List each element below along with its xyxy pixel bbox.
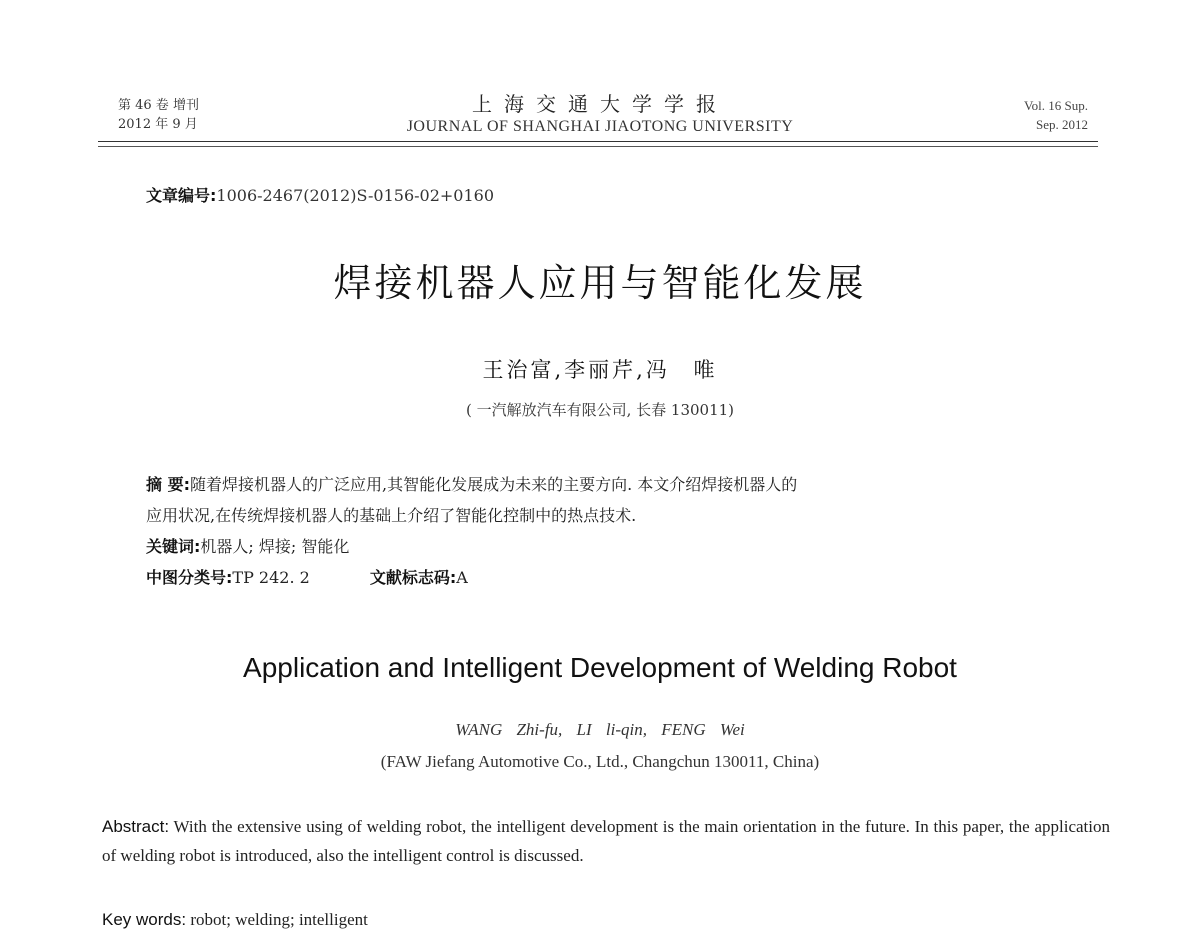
header-volume-info (1024, 96, 1088, 134)
title-cn: 焊接机器人应用与智能化发展 (333, 261, 867, 305)
affiliation-cn: ( 一汽解放汽车有限公司, 长春 130011) (465, 401, 735, 419)
affiliation-en: (FAW Jiefang Automotive Co., Ltd., Changchun 130011, China) (380, 752, 820, 771)
abstract-cn-text-1: 随着焊接机器人的广泛应用,其智能化发展成为未来的主要方向. 本文介绍焊接机器人的 (189, 475, 798, 494)
journal-name-en: JOURNAL OF SHANGHAI JIAOTONG UNIVERSITY (406, 118, 794, 135)
title-en: Application and Intelligent Development of Welding Robot (243, 652, 957, 683)
keywords-cn-value: 机器人; 焊接; 智能化 (200, 537, 350, 556)
keywords-en-value: robot; welding; intelligent (190, 910, 368, 929)
abstract-cn-text-2: 应用状况,在传统焊接机器人的基础上介绍了智能化控制中的热点技术. (146, 506, 637, 525)
abstract-en-label: Abstract: (102, 817, 170, 836)
header-volume-en: Vol. 16 Sup. (1023, 98, 1088, 113)
header-rule-thick (98, 141, 1098, 142)
keywords-en-label: Key words: (102, 910, 187, 929)
abstract-cn-block (146, 469, 1076, 593)
classification-line (146, 562, 1076, 593)
abstract-en-text: With the extensive using of welding robot, the intelligent development is the main orientation in the future. In this paper, the application of welding robot is introduced, also the intelligent control is discussed. (102, 817, 1110, 865)
article-number-value: 1006-2467(2012)S-0156-02+0160 (216, 186, 495, 205)
keywords-cn (146, 531, 1076, 562)
article-number-label: 文章编号: (146, 186, 217, 205)
classification-value: TP 242. 2 (232, 568, 310, 587)
keywords-en (102, 910, 368, 930)
doc-code-label: 文献标志码: (369, 568, 457, 587)
article-number (146, 183, 494, 206)
abstract-cn-line-1 (146, 469, 1076, 500)
header-rule-thin (98, 146, 1098, 147)
authors-cn: 王治富,李丽芹,冯 唯 (482, 358, 718, 382)
header-issue-info (118, 96, 199, 134)
header-date-cn: 2012 年 9 月 (118, 117, 198, 132)
journal-name-cn: 上海交通大学学报 (472, 92, 728, 116)
classification-label: 中图分类号: (146, 568, 233, 587)
journal-masthead (300, 92, 900, 136)
doc-code-value: A (456, 568, 468, 587)
authors-en: WANG Zhi-fu, LI li-qin, FENG Wei (455, 720, 745, 739)
header-volume-cn: 第 46 卷 增刊 (118, 98, 199, 113)
keywords-cn-label: 关键词: (146, 537, 201, 556)
header-date-en: Sep. 2012 (1036, 117, 1088, 132)
abstract-en (102, 812, 1110, 870)
abstract-cn-label: 摘 要: (146, 475, 190, 494)
